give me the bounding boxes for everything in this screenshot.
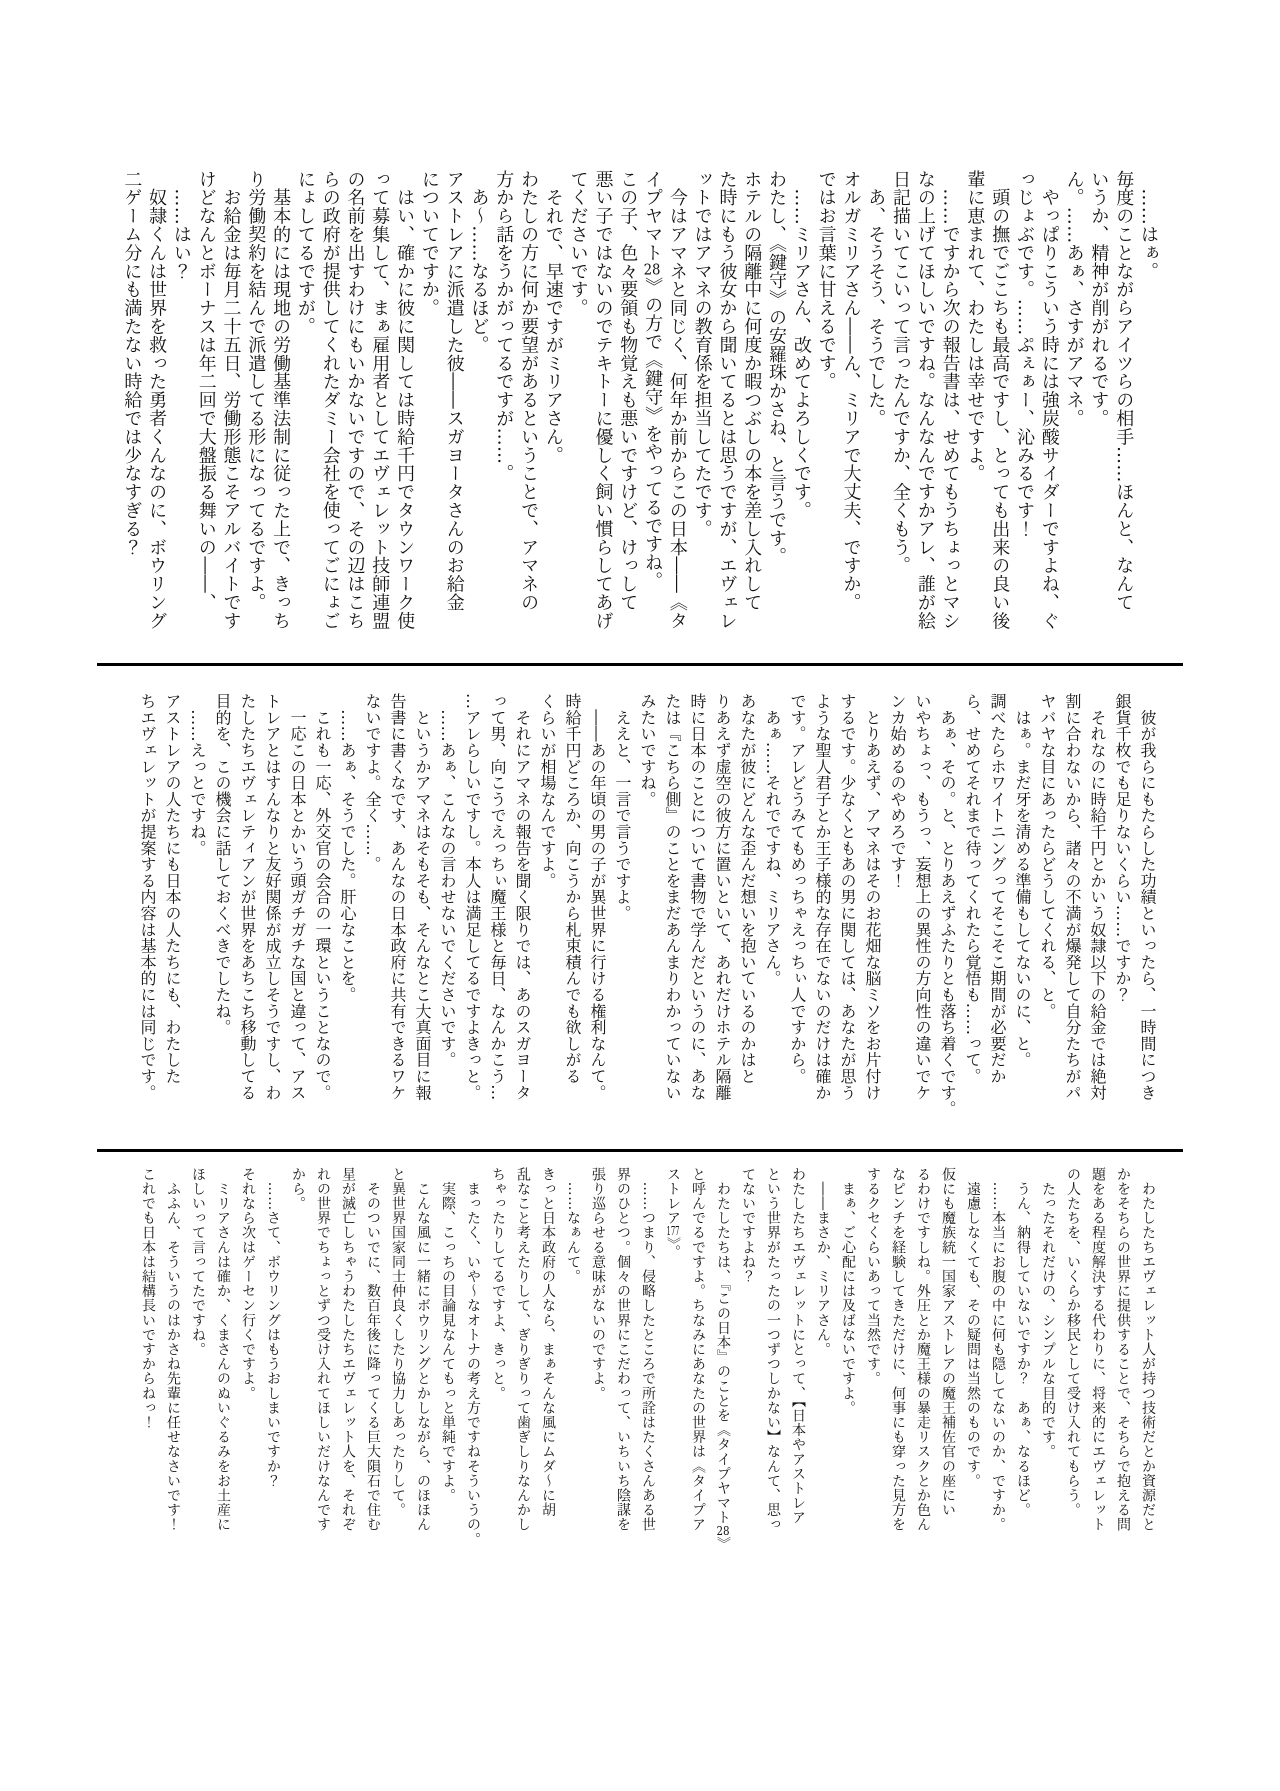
text-line: から。 xyxy=(290,1167,306,1211)
text-line: ……はぁ。 xyxy=(1138,170,1159,281)
text-line: 頭の撫でごこちも最高ですし、とっても出来の良い後 xyxy=(989,170,1011,630)
text-line: はぁ。まだ牙を清める準備もしてないのに、と。 xyxy=(1013,693,1032,1068)
text-line: って募集して、まぁ雇用者としてエヴェレット技師連盟 xyxy=(369,170,391,630)
text-line: イプヤマト28》の方で《鍵守》をやってるですね。 xyxy=(642,170,664,591)
text-line: ような聖人君子とか王子様的な存在でないのだけは確か xyxy=(813,693,832,1101)
text-line: 時に日本のことについて書物で学んだというのに、あな xyxy=(688,693,707,1101)
text-line: あなたが彼にどんな歪んだ想いを抱いているのかはと xyxy=(738,693,757,1085)
text-line: 星が滅亡しちゃうわたしたちエヴェレット人を、それぞ xyxy=(340,1167,356,1532)
text-line: きっと日本政府の人なら、まぁそんな風にムダ〜に胡 xyxy=(540,1167,556,1518)
text-line: というかアマネはそもそも、そんなとこ大真面目に報 xyxy=(413,693,432,1101)
text-line: の人たちを、いくらか移民として受け入れてもらう。 xyxy=(1065,1167,1081,1518)
text-line: なピンチを経験してきただけに、何事にも穿った見方を xyxy=(890,1167,906,1532)
text-line: みたいですね。 xyxy=(638,693,657,808)
text-line: ほしいって言ってたですね。 xyxy=(190,1167,206,1357)
text-line: ットではアマネの教育係を担当してたです。 xyxy=(691,170,713,538)
text-line: たったそれだけの、シンプルな目的です。 xyxy=(1040,1167,1056,1459)
text-line: それで、早速ですがミリアさん。 xyxy=(542,170,564,465)
text-line: ではお言葉に甘えるです。 xyxy=(815,170,837,391)
text-line: です。アレどうみてもめっちゃえっちぃ人ですから。 xyxy=(788,693,807,1085)
text-line: ――まさか、ミリアさん。 xyxy=(815,1167,831,1357)
text-line: 二ゲーム分にも満たない時給では少なすぎる？ xyxy=(121,170,143,557)
text-line: 毎度のことながらアイツらの相手……ほんと、なんて xyxy=(1113,170,1135,612)
section-divider xyxy=(97,663,1183,666)
text-line: するです。少なくともあの男に関しては、あなたが思う xyxy=(838,693,857,1101)
text-line: ちエヴェレットが提案する内容は基本的には同じです。 xyxy=(138,693,157,1101)
text-line: 仮にも魔族統一国家アストレアの魔王補佐官の座にい xyxy=(940,1167,956,1518)
section-divider xyxy=(97,1149,1183,1152)
text-line: ……はい？ xyxy=(170,170,192,281)
text-line: そのついでに、数百年後に降ってくる巨大隕石で住む xyxy=(365,1167,381,1532)
text-line: 張り巡らせる意味がないのですよ。 xyxy=(590,1167,606,1401)
text-line: と異世界国家同士仲良くしたり協力しあったりして。 xyxy=(390,1167,406,1518)
text-line: ……あぁ、こんなの言わせないでくださいです。 xyxy=(438,693,457,1068)
text-line: ら、せめてそれまで待ってくれたら覚悟も……って。 xyxy=(963,693,982,1085)
text-line: ……ですから次の報告書は、せめてもうちょっとマシ xyxy=(939,170,961,630)
text-line: 時給千円どころか、向こうから札束積んでも欲しがる xyxy=(563,693,582,1085)
text-line: はい、確かに彼に関しては時給千円でタウンワーク使 xyxy=(394,170,416,630)
text-line: 一応この日本とかいう頭ガチガチな国と違って、アス xyxy=(288,693,307,1101)
text-line: あぁ……それでですね、ミリアさん。 xyxy=(763,693,782,987)
text-line: くらいが相場なんですよ。 xyxy=(538,693,557,889)
text-line: の名前を出すわけにもいかないですので、その辺はこち xyxy=(344,170,366,630)
text-line: り労働契約を結んで派遣してる形になってるですよ。 xyxy=(245,170,267,612)
text-line: という世界がたったの一つずつしかない】なんて、思っ xyxy=(765,1167,781,1532)
text-line: わたしの方に何か要望があるということで、アマネの xyxy=(518,170,540,612)
text-line: 割に合わないから、諸々の不満が爆発して自分たちがパ xyxy=(1063,693,1082,1101)
text-line: いうか、精神が削がれるです。 xyxy=(1088,170,1110,428)
text-line: 題をある程度解決する代わりに、将来的にエヴェレット xyxy=(1090,1167,1106,1532)
tate-chu-yoko-number: 28 xyxy=(643,262,661,278)
text-line: いやちょっ、もうっ、妄想上の異性の方向性の違いでケ xyxy=(913,693,932,1101)
text-line: うん、納得していないですか？ あぁ、なるほど。 xyxy=(1015,1167,1031,1518)
text-line: 彼が我らにもたらした功績といったら、一時間につき xyxy=(1138,693,1157,1101)
text-line: ホテルの隔離中に何度か暇つぶしの本を差し入れして xyxy=(741,170,763,612)
text-line: これでも日本は結構長いですからねっ！ xyxy=(140,1167,156,1430)
text-line: なの上げてほしいですね。なんなんですかアレ、誰が絵 xyxy=(914,170,936,630)
text-section-top xyxy=(119,170,1160,630)
text-line: けどなんとボーナスは年二回で大盤振る舞いの――、 xyxy=(195,170,217,612)
text-line: ミリアさんは確か、くまさんのぬいぐるみをお土産に xyxy=(215,1167,231,1532)
text-line: 奴隷くんは世界を救った勇者くんなのに、ボウリング xyxy=(146,170,168,630)
text-line: ……本当にお腹の中に何も隠してないのか、ですか。 xyxy=(990,1167,1006,1532)
text-line: ……なぁんて。 xyxy=(565,1167,581,1284)
text-line: わたし、《鍵守》の安羅珠かさね、と言うです。 xyxy=(766,170,788,566)
text-line: 日記描いてこいって言ったんですか、全くもう。 xyxy=(890,170,912,575)
text-line: するクセくらいあって当然です。 xyxy=(865,1167,881,1386)
text-line: ……あぁ、そうでした。肝心なことを。 xyxy=(338,693,357,1003)
text-line: にょしてるですが。 xyxy=(294,170,316,336)
text-line: 基本的には現地の労働基準法制に従った上で、きっち xyxy=(270,170,292,630)
text-line: 乱なこと考えたりして、ぎりぎりって歯ぎしりなんかし xyxy=(515,1167,531,1532)
text-line: についてですか。 xyxy=(418,170,440,318)
text-line: アストレアの人たちにも日本の人たちにも、わたした xyxy=(163,693,182,1085)
text-line: ちゃったりしてるですよ、きっと。 xyxy=(490,1167,506,1401)
tate-chu-yoko-number: 177 xyxy=(666,1225,680,1238)
text-section-bottom xyxy=(135,1167,1160,1555)
text-line: 界のひとつ。個々の世界にこだわって、いちいち陰謀を xyxy=(615,1167,631,1532)
text-line: ……ミリアさん、改めてよろしくです。 xyxy=(790,170,812,520)
text-line: れの世界でちょっとずつ受け入れてほしいだけなんです xyxy=(315,1167,331,1532)
text-line: ストレア177》。 xyxy=(665,1167,681,1260)
text-line: トレアとはすんなりと友好関係が成立しそうですし、わ xyxy=(263,693,282,1101)
text-line: るわけですしね。外圧とか魔王様の暴走リスクとか色ん xyxy=(915,1167,931,1532)
text-line: とりあえず、アマネはそのお花畑な脳ミソをお片付け xyxy=(863,693,882,1101)
text-line: あぁ、その。と、とりあえずふたりとも落ち着くです。 xyxy=(938,693,957,1117)
text-line: 目的を、この機会に話しておくべきでしたね。 xyxy=(213,693,232,1036)
text-line: わたしたちエヴェレット人が持つ技術だとか資源だと xyxy=(1140,1167,1156,1532)
text-line: かをそちらの世界に提供することで、そちらで抱える問 xyxy=(1115,1167,1131,1532)
text-line: た時にもう彼女から聞いてるとは思うですが、エヴェレ xyxy=(716,170,738,630)
text-line: てないですよね？ xyxy=(740,1167,756,1284)
text-line: ふふん、そういうのはかさね先輩に任せなさいです！ xyxy=(165,1167,181,1532)
text-line: 調べたらホワイトニングってそこそこ期間が必要だか xyxy=(988,693,1007,1085)
text-line: っじょぶです。……ぷぇぁー、沁みるです！ xyxy=(1014,170,1036,538)
text-line: こんな風に一緒にボウリングとかしながら、のほほん xyxy=(415,1167,431,1532)
text-line: …アレらしいですし。本人は満足してるですよきっと。 xyxy=(463,693,482,1101)
text-line: わたしたちエヴェレットにとって、【日本やアストレア xyxy=(790,1167,806,1525)
text-line: 悪い子ではないのでテキトーに優しく飼い慣らしてあげ xyxy=(592,170,614,630)
text-section-middle xyxy=(135,693,1160,1117)
text-line: 今はアマネと同じく、何年か前からこの日本――《タ xyxy=(666,170,688,630)
text-line: わたしたちは、『この日本』のことを《タイプヤマト28》 xyxy=(715,1167,731,1552)
text-line: まぁ、ご心配には及ばないですよ。 xyxy=(840,1167,856,1416)
text-line: てくださいです。 xyxy=(567,170,589,318)
text-line: あ、そうそう、そうでした。 xyxy=(865,170,887,428)
text-line: ヤバヤな目にあったらどうしてくれる、と。 xyxy=(1038,693,1057,1019)
text-line: ……つまり、侵略したところで所詮はたくさんある世 xyxy=(640,1167,656,1532)
text-line: まったく、いや〜なオトナの考え方ですねそういうの。 xyxy=(465,1167,481,1547)
text-line: 実際、こっちの目論見なんてもっと単純ですよ。 xyxy=(440,1167,456,1503)
text-line: ――あの年頃の男の子が異世界に行ける権利なんて。 xyxy=(588,693,607,1101)
text-line: ないですよ。全く……。 xyxy=(363,693,382,873)
text-line: ……えっとですね。 xyxy=(188,693,207,856)
text-line: それなのに時給千円とかいう奴隷以下の給金では絶対 xyxy=(1088,693,1107,1101)
text-line: 方から話をうかがってるですが……。 xyxy=(493,170,515,483)
text-line: って男、向こうでえっちぃ魔王様と毎日、なんかこう… xyxy=(488,693,507,1101)
text-line: ん。……あぁ、さすがアマネ。 xyxy=(1063,170,1085,428)
text-line: ええと、一言で言うですよ。 xyxy=(613,693,632,922)
tate-chu-yoko-number: 28 xyxy=(716,1525,730,1537)
text-line: たしたちエヴェレティアンが世界をあちこち移動してる xyxy=(238,693,257,1101)
text-line: 告書に書くなです、あんなの日本政府に共有できるワケ xyxy=(388,693,407,1101)
text-line: 遠慮しなくても、その疑問は当然のものです。 xyxy=(965,1167,981,1489)
text-line: と呼んでるですよ。ちなみにあなたの世界は《タイプア xyxy=(690,1167,706,1532)
text-line: りあえず虚空の彼方に置いといて、あれだけホテル隔離 xyxy=(713,693,732,1101)
text-line: 銀貨千枚でも足りないくらい……ですか？ xyxy=(1113,693,1132,1003)
text-line: たは『こちら側』のことをまだあんまりわかっていない xyxy=(663,693,682,1101)
text-line: お給金は毎月二十五日、労働形態こそアルバイトです xyxy=(220,170,242,630)
text-line: この子、色々要領も物覚えも悪いですけど、けっして xyxy=(617,170,639,612)
text-line: ……さて、ボウリングはもうおしまいですか？ xyxy=(265,1167,281,1489)
text-line: やっぱりこういう時には強炭酸サイダーですよね、ぐ xyxy=(1038,170,1060,630)
text-line: オルガミリアさん――ん、ミリアで大丈夫、ですか。 xyxy=(840,170,862,612)
text-line: あ〜……なるほど。 xyxy=(468,170,490,354)
text-line: それにアマネの報告を聞く限りでは、あのスガヨータ xyxy=(513,693,532,1101)
text-line: アストレアに派遣した彼――スガヨータさんのお給金 xyxy=(443,170,465,612)
text-line: らの政府が提供してくれたダミー会社を使ってごにょご xyxy=(319,170,341,630)
text-line: それなら次はゲーセン行くですよ。 xyxy=(240,1167,256,1401)
text-line: これも一応、外交官の会合の一環ということなので。 xyxy=(313,693,332,1101)
text-line: 輩に恵まれて、わたしは幸せですよ。 xyxy=(964,170,986,483)
text-line: ンカ始めるのやめろです！ xyxy=(888,693,907,889)
